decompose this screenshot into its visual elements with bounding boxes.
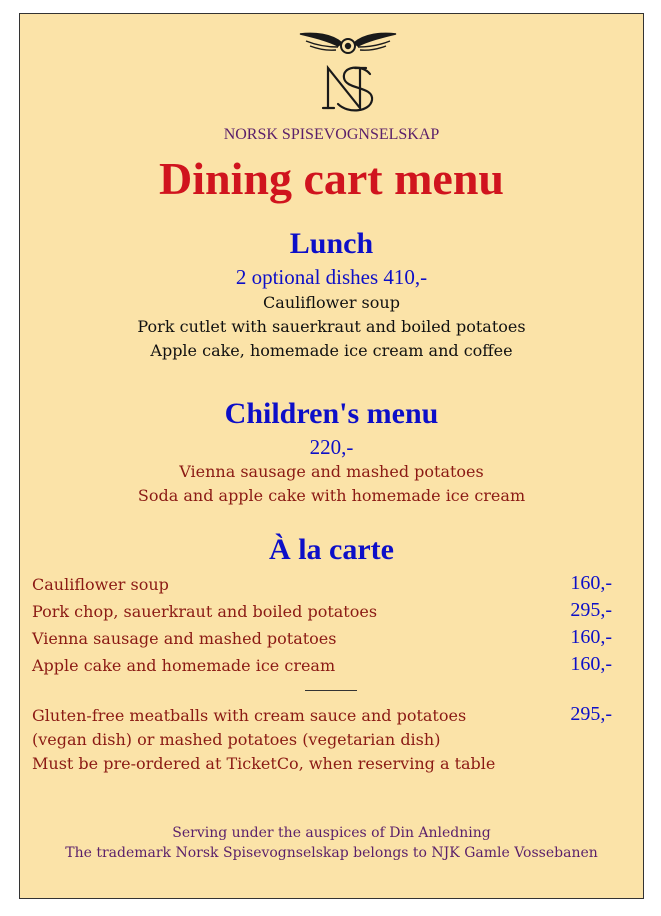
section-divider: [305, 690, 357, 691]
alacarte-item-name: Cauliflower soup: [32, 575, 169, 594]
alacarte-item-price: 295,-: [570, 599, 612, 621]
alacarte-item-name: Apple cake and homemade ice cream: [32, 656, 336, 675]
menu-card: [19, 13, 644, 899]
monogram-icon: [320, 62, 378, 114]
lunch-price-line: 2 optional dishes 410,-: [235, 265, 428, 289]
alacarte-item-name: Pork chop, sauerkraut and boiled potatoes: [32, 602, 378, 621]
children-item: Soda and apple cake with homemade ice cream: [137, 486, 526, 505]
lunch-item: Apple cake, homemade ice cream and coffee: [150, 341, 513, 360]
alacarte-item-price: 160,-: [570, 626, 612, 648]
company-name: NORSK SPISEVOGNSELSKAP: [223, 126, 440, 143]
page-title: Dining cart menu: [159, 153, 504, 204]
winged-wheel-icon: [298, 28, 398, 58]
footer-line: The trademark Norsk Spisevognselskap belongs to NJK Gamle Vossebanen: [65, 845, 598, 861]
children-title: Children's menu: [224, 397, 439, 430]
lunch-title: Lunch: [289, 227, 374, 260]
alacarte-item-price: 160,-: [570, 653, 612, 675]
alacarte-title: À la carte: [269, 533, 394, 566]
special-dish-line: (vegan dish) or mashed potatoes (vegetarian dish): [32, 730, 441, 749]
special-dish-price: 295,-: [570, 703, 612, 725]
alacarte-item-name: Vienna sausage and mashed potatoes: [32, 629, 337, 648]
alacarte-item-price: 160,-: [570, 572, 612, 594]
children-item: Vienna sausage and mashed potatoes: [179, 462, 484, 481]
special-dish-note: Must be pre-ordered at TicketCo, when reserving a table: [32, 754, 496, 773]
lunch-item: Pork cutlet with sauerkraut and boiled potatoes: [137, 317, 526, 336]
footer-line: Serving under the auspices of Din Anledning: [172, 825, 491, 841]
children-price-line: 220,-: [309, 435, 354, 459]
special-dish-line: Gluten-free meatballs with cream sauce and potatoes: [32, 706, 467, 725]
lunch-item: Cauliflower soup: [263, 293, 400, 312]
